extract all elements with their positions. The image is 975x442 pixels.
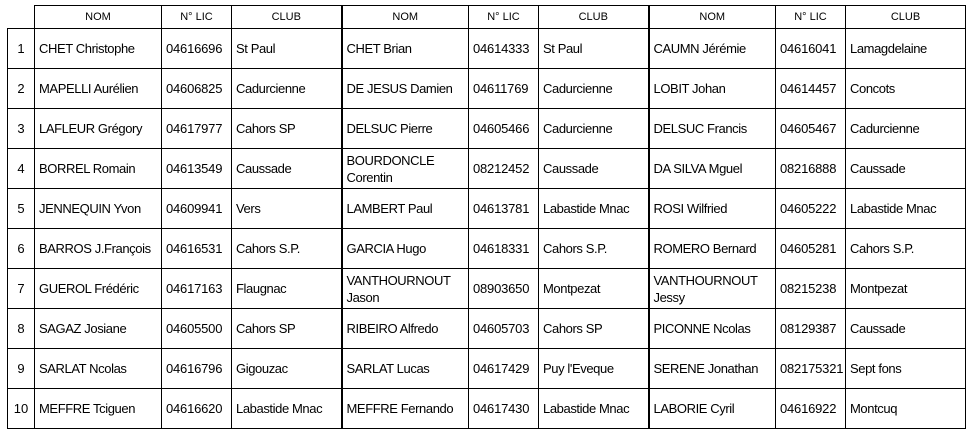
license-number-cell: 08129387 bbox=[776, 309, 846, 349]
club-cell: Cahors SP bbox=[539, 309, 649, 349]
license-number-cell: 04616620 bbox=[162, 389, 232, 429]
row-number: 8 bbox=[8, 309, 35, 349]
club-cell: Concots bbox=[846, 69, 966, 109]
club-cell: Cahors SP bbox=[232, 309, 342, 349]
club-cell: Montcuq bbox=[846, 389, 966, 429]
table-row bbox=[8, 349, 966, 389]
club-cell: Cadurcienne bbox=[539, 109, 649, 149]
player-name-cell: MEFFRE Fernando bbox=[342, 389, 469, 429]
header-lic: N° LIC bbox=[776, 6, 846, 29]
license-number-cell: 04605500 bbox=[162, 309, 232, 349]
club-cell: Caussade bbox=[846, 149, 966, 189]
player-name-cell: MAPELLI Aurélien bbox=[35, 69, 162, 109]
player-name-cell: CHET Brian bbox=[342, 29, 469, 69]
player-name-cell: CAUMN Jérémie bbox=[649, 29, 776, 69]
license-number-cell: 04617429 bbox=[469, 349, 539, 389]
license-number-cell: 04605222 bbox=[776, 189, 846, 229]
player-name-cell: MEFFRE Tciguen bbox=[35, 389, 162, 429]
license-number-cell: 04616696 bbox=[162, 29, 232, 69]
license-number-cell: 04617430 bbox=[469, 389, 539, 429]
row-number: 4 bbox=[8, 149, 35, 189]
player-name-cell: GUEROL Frédéric bbox=[35, 269, 162, 309]
club-cell: Cahors S.P. bbox=[846, 229, 966, 269]
club-cell: Lamagdelaine bbox=[846, 29, 966, 69]
table-row bbox=[8, 29, 966, 69]
license-number-cell: 04606825 bbox=[162, 69, 232, 109]
row-number: 1 bbox=[8, 29, 35, 69]
club-cell: Labastide Mnac bbox=[846, 189, 966, 229]
header-row bbox=[8, 6, 966, 29]
table-row bbox=[8, 149, 966, 189]
header-club: CLUB bbox=[539, 6, 649, 29]
license-number-cell: 04614457 bbox=[776, 69, 846, 109]
license-number-cell: 04616796 bbox=[162, 349, 232, 389]
table-row bbox=[8, 189, 966, 229]
players-table bbox=[7, 5, 966, 429]
club-cell: Labastide Mnac bbox=[232, 389, 342, 429]
header-club: CLUB bbox=[232, 6, 342, 29]
player-name-cell: ROSI Wilfried bbox=[649, 189, 776, 229]
table-row bbox=[8, 309, 966, 349]
player-name-cell: LOBIT Johan bbox=[649, 69, 776, 109]
club-cell: Cadurcienne bbox=[539, 69, 649, 109]
license-number-cell: 04613549 bbox=[162, 149, 232, 189]
license-number-cell: 04618331 bbox=[469, 229, 539, 269]
table-row bbox=[8, 109, 966, 149]
header-nom: NOM bbox=[35, 6, 162, 29]
player-name-cell: ROMERO Bernard bbox=[649, 229, 776, 269]
header-nom: NOM bbox=[342, 6, 469, 29]
license-number-cell: 04605703 bbox=[469, 309, 539, 349]
club-cell: Sept fons bbox=[846, 349, 966, 389]
player-name-cell: CHET Christophe bbox=[35, 29, 162, 69]
club-cell: Caussade bbox=[846, 309, 966, 349]
player-name-cell: VANTHOURNOUT Jason bbox=[342, 269, 469, 309]
header-lic: N° LIC bbox=[469, 6, 539, 29]
license-number-cell: 04605466 bbox=[469, 109, 539, 149]
club-cell: Montpezat bbox=[846, 269, 966, 309]
club-cell: St Paul bbox=[232, 29, 342, 69]
club-cell: Cadurcienne bbox=[846, 109, 966, 149]
club-cell: Labastide Mnac bbox=[539, 389, 649, 429]
player-name-cell: DELSUC Pierre bbox=[342, 109, 469, 149]
license-number-cell: 04617977 bbox=[162, 109, 232, 149]
table-row bbox=[8, 389, 966, 429]
club-cell: Caussade bbox=[232, 149, 342, 189]
player-name-cell: BORREL Romain bbox=[35, 149, 162, 189]
header-blank bbox=[8, 6, 35, 29]
player-name-cell: RIBEIRO Alfredo bbox=[342, 309, 469, 349]
player-name-cell: LABORIE Cyril bbox=[649, 389, 776, 429]
club-cell: Gigouzac bbox=[232, 349, 342, 389]
club-cell: Cahors SP bbox=[232, 109, 342, 149]
player-name-cell: LAFLEUR Grégory bbox=[35, 109, 162, 149]
club-cell: Cadurcienne bbox=[232, 69, 342, 109]
license-number-cell: 04616922 bbox=[776, 389, 846, 429]
row-number: 2 bbox=[8, 69, 35, 109]
club-cell: Labastide Mnac bbox=[539, 189, 649, 229]
player-name-cell: SARLAT Lucas bbox=[342, 349, 469, 389]
club-cell: Cahors S.P. bbox=[232, 229, 342, 269]
row-number: 9 bbox=[8, 349, 35, 389]
row-number: 5 bbox=[8, 189, 35, 229]
player-name-cell: SERENE Jonathan bbox=[649, 349, 776, 389]
club-cell: Montpezat bbox=[539, 269, 649, 309]
player-name-cell: BARROS J.François bbox=[35, 229, 162, 269]
club-cell: Puy l'Eveque bbox=[539, 349, 649, 389]
club-cell: Cahors S.P. bbox=[539, 229, 649, 269]
license-number-cell: 04609941 bbox=[162, 189, 232, 229]
player-name-cell: VANTHOURNOUT Jessy bbox=[649, 269, 776, 309]
header-lic: N° LIC bbox=[162, 6, 232, 29]
license-number-cell: 04613781 bbox=[469, 189, 539, 229]
player-name-cell: DE JESUS Damien bbox=[342, 69, 469, 109]
license-number-cell: 08903650 bbox=[469, 269, 539, 309]
player-name-cell: SARLAT Ncolas bbox=[35, 349, 162, 389]
row-number: 7 bbox=[8, 269, 35, 309]
club-cell: Vers bbox=[232, 189, 342, 229]
player-name-cell: DELSUC Francis bbox=[649, 109, 776, 149]
player-name-cell: BOURDONCLE Corentin bbox=[342, 149, 469, 189]
row-number: 3 bbox=[8, 109, 35, 149]
license-number-cell: 04605467 bbox=[776, 109, 846, 149]
license-number-cell: 08216888 bbox=[776, 149, 846, 189]
license-number-cell: 04605281 bbox=[776, 229, 846, 269]
license-number-cell: 082175321 bbox=[776, 349, 846, 389]
license-number-cell: 04614333 bbox=[469, 29, 539, 69]
player-name-cell: GARCIA Hugo bbox=[342, 229, 469, 269]
club-cell: St Paul bbox=[539, 29, 649, 69]
player-name-cell: JENNEQUIN Yvon bbox=[35, 189, 162, 229]
player-name-cell: PICONNE Ncolas bbox=[649, 309, 776, 349]
player-name-cell: DA SILVA Mguel bbox=[649, 149, 776, 189]
player-name-cell: LAMBERT Paul bbox=[342, 189, 469, 229]
license-number-cell: 04611769 bbox=[469, 69, 539, 109]
club-cell: Flaugnac bbox=[232, 269, 342, 309]
license-number-cell: 08215238 bbox=[776, 269, 846, 309]
license-number-cell: 04616041 bbox=[776, 29, 846, 69]
row-number: 10 bbox=[8, 389, 35, 429]
license-number-cell: 04616531 bbox=[162, 229, 232, 269]
header-club: CLUB bbox=[846, 6, 966, 29]
row-number: 6 bbox=[8, 229, 35, 269]
table-row bbox=[8, 269, 966, 309]
table-row bbox=[8, 69, 966, 109]
table-row bbox=[8, 229, 966, 269]
club-cell: Caussade bbox=[539, 149, 649, 189]
license-number-cell: 04617163 bbox=[162, 269, 232, 309]
player-name-cell: SAGAZ Josiane bbox=[35, 309, 162, 349]
license-number-cell: 08212452 bbox=[469, 149, 539, 189]
header-nom: NOM bbox=[649, 6, 776, 29]
